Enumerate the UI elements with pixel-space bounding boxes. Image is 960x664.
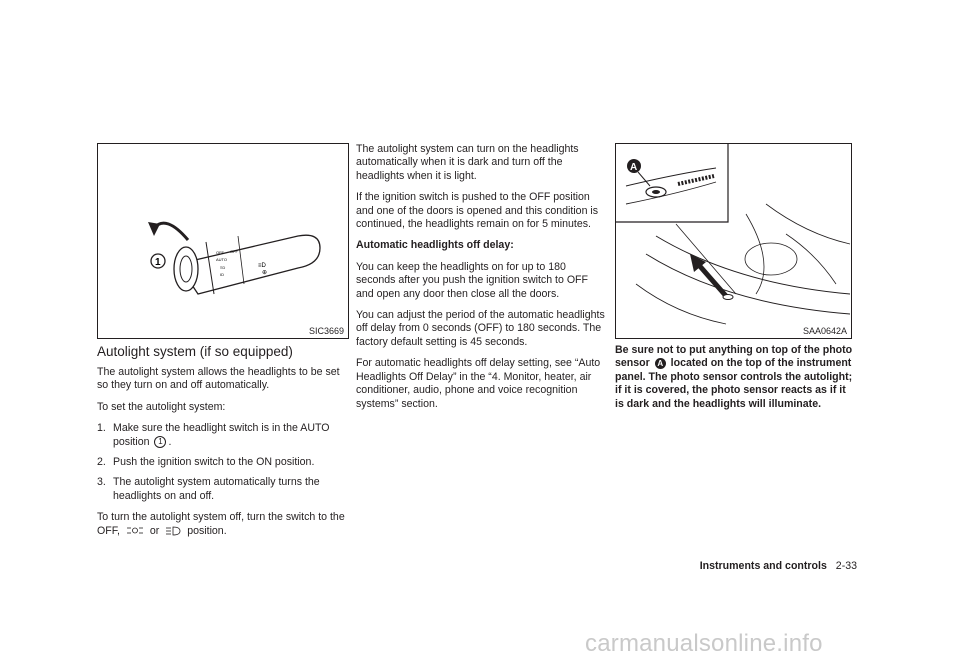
figure-code: SAA0642A [802, 326, 847, 336]
svg-text:⊕: ⊕ [262, 270, 268, 276]
to-set-label: To set the autolight system: [97, 400, 226, 413]
paragraph-5: For automatic headlights off delay setting, see “Auto Headlights Off Delay” in the “4. Monitor, heater, air conditioner, audio, phone and voice recognition systems” section. [356, 357, 601, 410]
svg-text:≡D: ≡D [258, 263, 266, 269]
page-number: 2-33 [835, 560, 857, 572]
paragraph-4: You can adjust the period of the automatic headlights off delay from 0 seconds (OFF) to 180 seconds. The factory default setting is 45 seconds. [356, 309, 605, 348]
turn-off-paragraph: To turn the autolight system off, turn the switch to the OFF, or position. [97, 511, 345, 537]
step-3: 3. The autolight system automatically turns the headlights on and off. [97, 476, 320, 502]
section-heading: Autolight system (if so equipped) [97, 344, 293, 359]
figure-code: SIC3669 [308, 326, 344, 336]
svg-text:OFF: OFF [216, 250, 224, 255]
paragraph-3: You can keep the headlights on for up to 180 seconds after you push the ignition switch to OFF and open any door then close all the doors. [356, 260, 589, 300]
intro-paragraph: The autolight system allows the headlights to be set so they turn on and off automatically. [97, 366, 340, 392]
page-footer [700, 560, 857, 572]
column-1 [97, 344, 349, 546]
parking-light-icon [126, 526, 144, 535]
sensor-figure [615, 143, 852, 339]
section-name: Instruments and controls [699, 560, 827, 572]
callout-a: A [630, 162, 638, 173]
steps-list [97, 422, 349, 503]
step-2: 2. Push the ignition switch to the ON position. [97, 456, 315, 469]
dashboard-illustration [616, 144, 851, 338]
svg-text:OFF: OFF [230, 249, 238, 254]
column-2 [356, 143, 606, 419]
callout-1-icon: 1 [154, 436, 166, 448]
caution-text: Be sure not to put anything on top of the photo sensor A located on the top of the instrument panel. The photo sensor controls the autolight; if it is covered, the photo sensor reacts as if it is dark and the headlights will illuminate. [615, 344, 853, 410]
headlight-icon [165, 526, 181, 536]
svg-text:≡D: ≡D [220, 265, 226, 270]
subheading: Automatic headlights off delay: [356, 239, 514, 252]
paragraph-2: If the ignition switch is pushed to the OFF position and one of the doors is opened and this condition is continued, the headlights remain on for 5 minutes. [356, 191, 599, 231]
watermark: carmanualsonline.info [585, 630, 823, 657]
svg-text:ID: ID [220, 272, 224, 277]
headlight-switch-illustration [98, 144, 348, 338]
svg-text:AUTO: AUTO [216, 257, 228, 262]
switch-figure [97, 143, 349, 339]
callout-a-icon: A [655, 358, 666, 369]
step-1: 1. Make sure the headlight switch is in the AUTO position 1 . [97, 422, 330, 448]
callout-1: 1 [155, 257, 161, 268]
paragraph-1: The autolight system can turn on the headlights automatically when it is dark and turn off the headlights when it is light. [356, 143, 579, 182]
